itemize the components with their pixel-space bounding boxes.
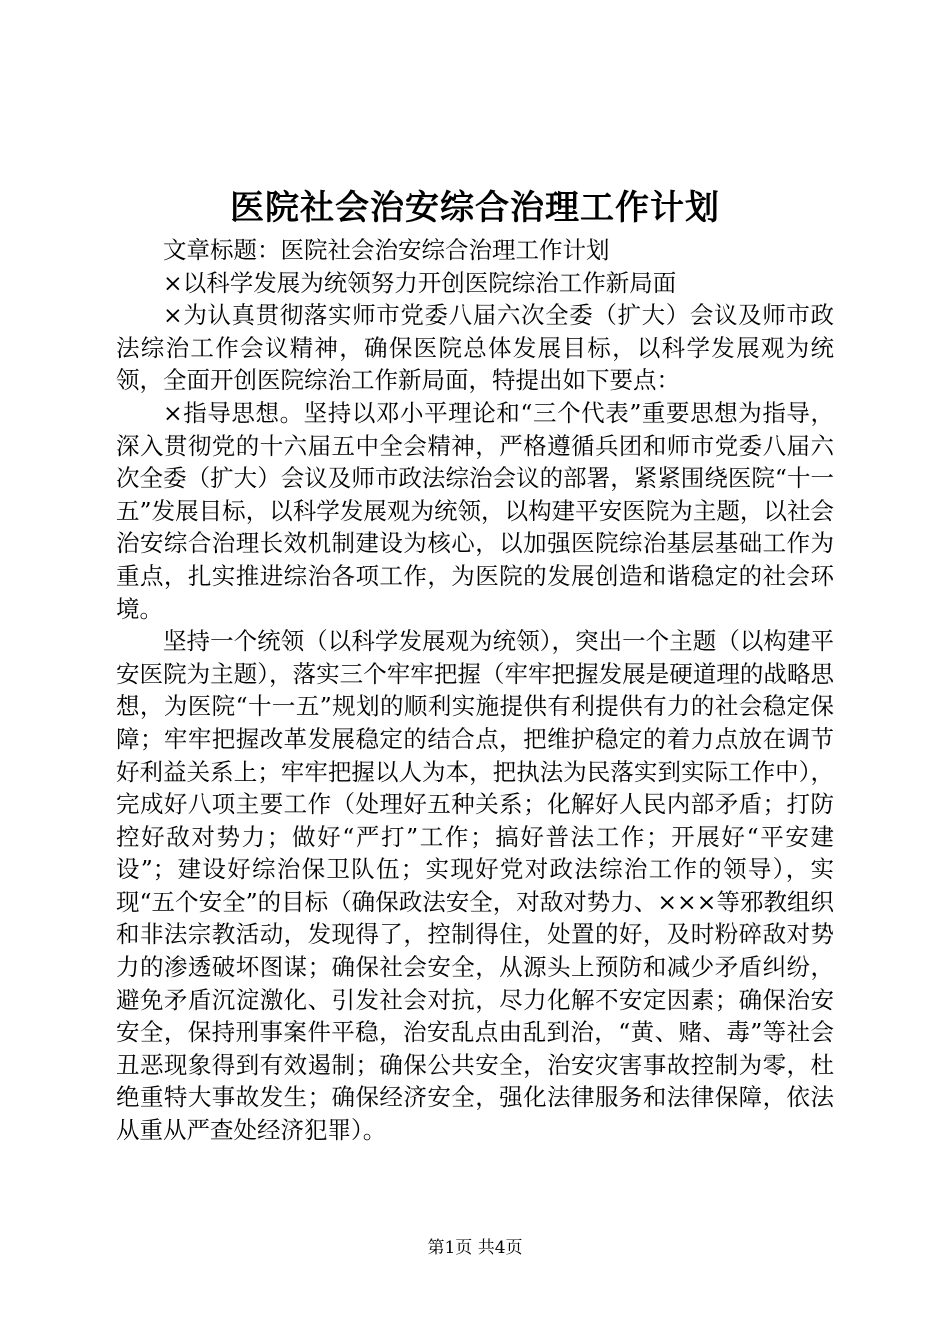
paragraph-article-title: 文章标题：医院社会治安综合治理工作计划: [163, 236, 610, 264]
paragraph-main-tasks: 坚持一个统领（以科学发展观为统领），突出一个主题（以构建平安医院为主题），落实三个牢牢把握（牢牢把握发展是硬道理的战略思想，为医院“十一五”规划的顺利实施提供有利提供有力的社会稳定保障；牢牢把握改革发展稳定的结合点，把维护稳定的着力点放在调节好利益关系上；牢牢把握以人为本，把执法为民落实到实际工作中），完成好八项主要工作（处理好五种关系；化解好人民内部矛盾；打防控好敌对势力；做好“严打”工作；搞好普法工作；开展好“平安建设”；建设好综治保卫队伍；实现好党对政法综治工作的领导），实现“五个安全”的目标（确保政法安全，对敌对势力、×××等邪教组织和非法宗教活动，发现得了，控制得住，处置的好，及时粉碎敌对势力的渗透破坏图谋；确保社会安全，从源头上预防和减少矛盾纠纷，避免矛盾沉淀激化、引发社会对抗，尽力化解不安定因素；确保治安安全，保持刑事案件平稳，治安乱点由乱到治，“黄、赌、毒”等社会丑恶现象得到有效遏制；确保公共安全，治安灾害事故控制为零，杜绝重特大事故发生；确保经济安全，强化法律服务和法律保障，依法从重从严查处经济犯罪）。: [116, 627, 834, 1145]
paragraph-intro: ×为认真贯彻落实师市党委八届六次全委（扩大）会议及师市政法综治工作会议精神，确保医院总体发展目标，以科学发展观为统领，全面开创医院综治工作新局面，特提出如下要点：: [116, 301, 834, 395]
paragraph-guiding-thought: ×指导思想。坚持以邓小平理论和“三个代表”重要思想为指导，深入贯彻党的十六届五中全会精神，严格遵循兵团和师市党委八届六次全委（扩大）会议及师市政法综治会议的部署，紧紧围绕医院“十一五”发展目标，以科学发展观为统领，以构建平安医院为主题，以社会治安综合治理长效机制建设为核心，以加强医院综治基层基础工作为重点，扎实推进综治各项工作，为医院的发展创造和谐稳定的社会环境。: [116, 398, 834, 623]
paragraph-heading: ×以科学发展为统领努力开创医院综治工作新局面: [163, 268, 677, 297]
document-title: 医院社会治安综合治理工作计划: [230, 188, 720, 228]
page-number-footer: 第1页 共4页: [427, 1238, 523, 1258]
document-body: [116, 234, 834, 1147]
